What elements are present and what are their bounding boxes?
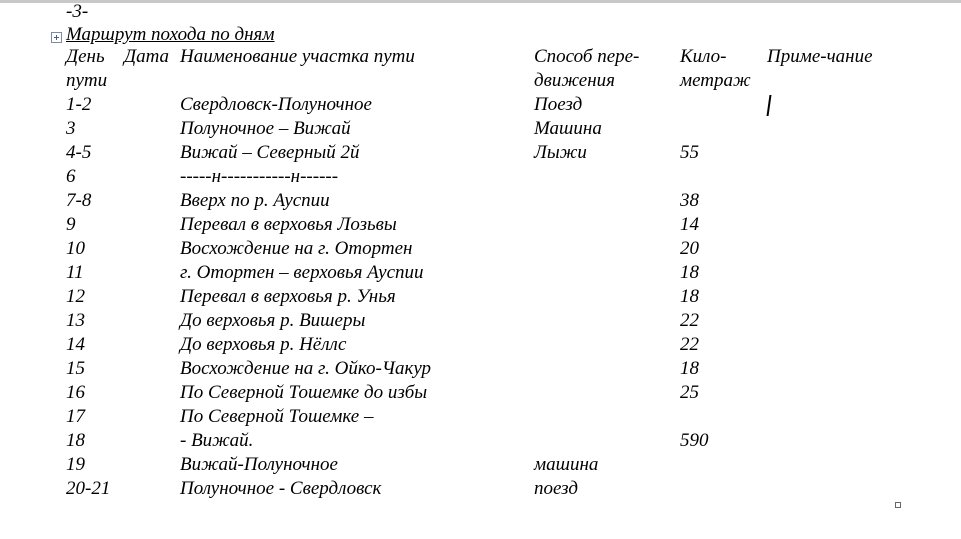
cell-day: 14 (66, 334, 85, 355)
table-row (0, 309, 961, 333)
cell-km: 22 (680, 334, 699, 355)
cell-km: 590 (680, 430, 709, 451)
header-note: Приме-чание (767, 46, 873, 67)
cell-day: 19 (66, 454, 85, 475)
cell-km: 25 (680, 382, 699, 403)
cell-segment: Восхождение на г. Отортен (180, 238, 413, 259)
table-row (0, 405, 961, 429)
header-date: Дата (124, 46, 170, 67)
cell-km: 20 (680, 238, 699, 259)
cell-segment: Вверх по р. Ауспии (180, 190, 330, 211)
cell-mode: Поезд (534, 94, 583, 115)
header-day (66, 45, 107, 93)
cell-mode: Лыжи (534, 142, 587, 163)
header-day-line1: День (66, 46, 105, 67)
cell-km: 14 (680, 214, 699, 235)
cell-day: 16 (66, 382, 85, 403)
cell-segment: По Северной Тошемке – (180, 406, 374, 427)
cell-segment: Вижай-Полуночное (180, 454, 338, 475)
cell-segment: Полуночное - Свердловск (180, 478, 382, 499)
table-row (0, 165, 961, 189)
table-row (0, 357, 961, 381)
table-row (0, 477, 961, 501)
cell-segment: По Северной Тошемке до избы (180, 382, 428, 403)
table-row (0, 213, 961, 237)
table-row (0, 189, 961, 213)
table-row (0, 261, 961, 285)
route-table (0, 93, 961, 501)
cell-day: 1-2 (66, 94, 92, 115)
cell-day: 18 (66, 430, 85, 451)
table-row (0, 429, 961, 453)
table-resize-handle-icon[interactable] (895, 502, 901, 508)
cell-km: 38 (680, 190, 699, 211)
table-row (0, 453, 961, 477)
table-row (0, 117, 961, 141)
cell-day: 7-8 (66, 190, 92, 211)
cell-segment: Перевал в верховья р. Унья (180, 286, 396, 307)
cell-km: 18 (680, 358, 699, 379)
header-km (680, 45, 751, 93)
header-day-line2: пути (66, 70, 108, 91)
cell-day: 15 (66, 358, 85, 379)
table-row (0, 93, 961, 117)
cell-segment: - Вижай. (180, 430, 254, 451)
cell-km: 22 (680, 310, 699, 331)
cell-day: 9 (66, 214, 76, 235)
cell-mode: машина (534, 454, 599, 475)
table-row (0, 333, 961, 357)
cell-day: 17 (66, 406, 85, 427)
table-row (0, 285, 961, 309)
cell-segment: До верховья р. Вишеры (180, 310, 366, 331)
table-row (0, 381, 961, 405)
cell-segment: Полуночное – Вижай (180, 118, 351, 139)
cell-segment: Восхождение на г. Ойко-Чакур (180, 358, 432, 379)
cell-day: 11 (66, 262, 84, 283)
header-mode-line1: Способ пере- (534, 46, 640, 67)
cell-day: 6 (66, 166, 76, 187)
cell-km: 18 (680, 286, 699, 307)
cell-mode: Машина (534, 118, 602, 139)
page-number: -3- (66, 1, 89, 22)
cell-segment: Перевал в верховья Лозьвы (180, 214, 397, 235)
header-segment: Наименование участка пути (180, 46, 415, 67)
cell-day: 4-5 (66, 142, 92, 163)
header-mode (534, 45, 639, 93)
cell-day: 13 (66, 310, 85, 331)
cell-segment: -----н-----------н------ (180, 166, 339, 187)
cell-mode: поезд (534, 478, 578, 499)
cell-day: 3 (66, 118, 76, 139)
table-row (0, 237, 961, 261)
cell-segment: Вижай – Северный 2й (180, 142, 360, 163)
cell-km: 55 (680, 142, 699, 163)
cell-km: 18 (680, 262, 699, 283)
table-row (0, 141, 961, 165)
page-title: Маршрут похода по дням (66, 24, 275, 45)
header-mode-line2: движения (534, 70, 615, 91)
cell-segment: До верховья р. Нёллс (180, 334, 347, 355)
cell-segment: г. Отортен – верховья Ауспии (180, 262, 424, 283)
header-km-line1: Кило- (680, 46, 727, 67)
window-top-border (0, 0, 961, 3)
cell-day: 10 (66, 238, 85, 259)
cell-day: 12 (66, 286, 85, 307)
header-km-line2: метраж (680, 70, 751, 91)
cell-segment: Свердловск-Полуночное (180, 94, 372, 115)
table-move-handle-icon[interactable] (51, 32, 62, 43)
cell-day: 20-21 (66, 478, 111, 499)
